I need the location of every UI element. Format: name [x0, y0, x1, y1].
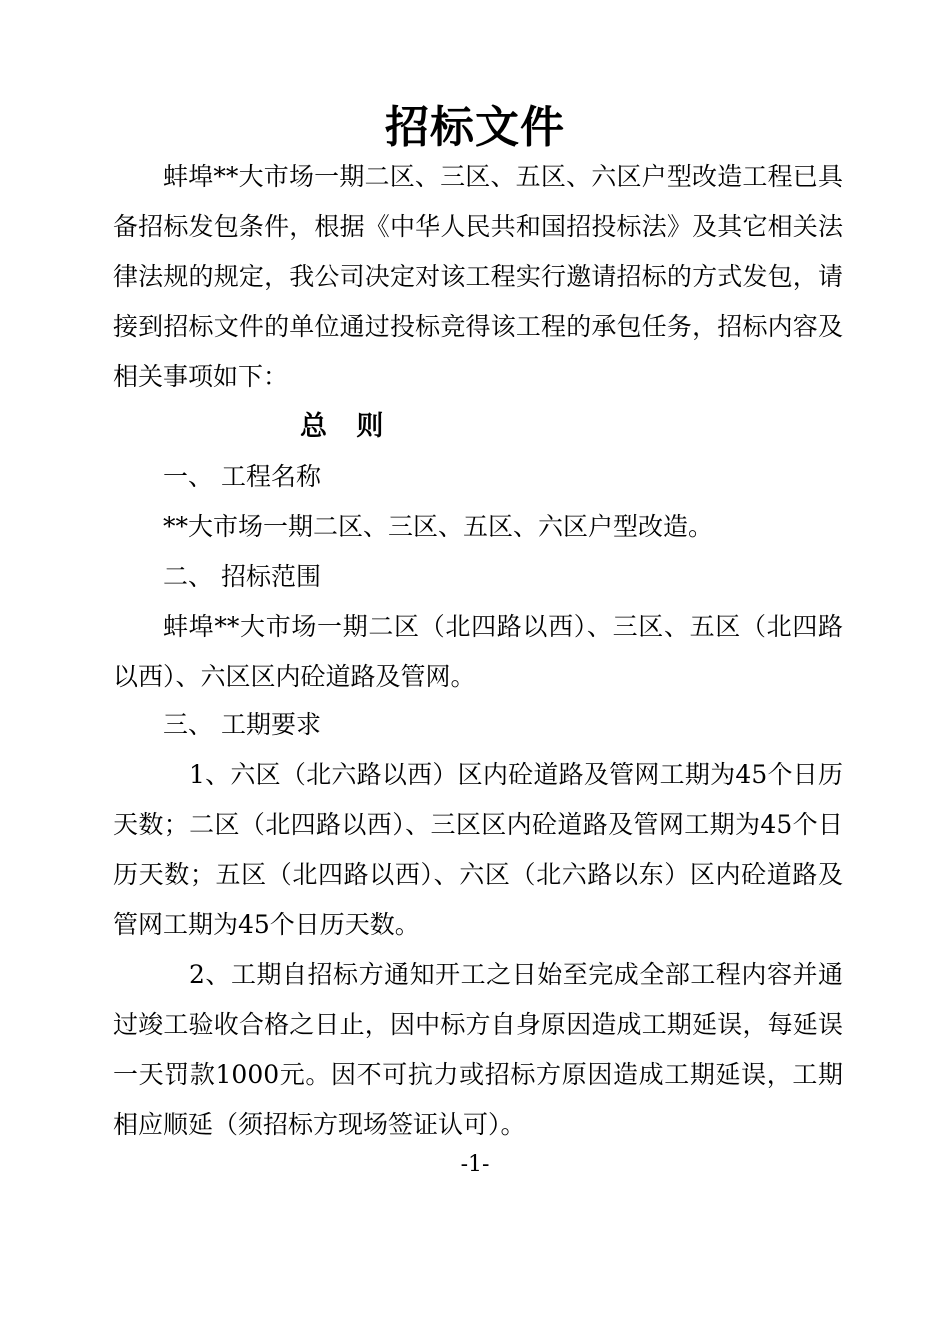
- intro-paragraph: 蚌埠**大市场一期二区、三区、五区、六区户型改造工程已具备招标发包条件，根据《中华人民共和国招投标法》及其它相关法律法规的规定，我公司决定对该工程实行邀请招标的方式发包，请接到招标文件的单位通过投标竞得该工程的承包任务，招标内容及相关事项如下：: [113, 162, 843, 391]
- general-heading: 总 则: [300, 411, 394, 442]
- project-name-content: **大市场一期二区、三区、五区、六区户型改造。: [163, 512, 714, 541]
- page-number: -1-: [460, 1152, 490, 1177]
- section-heading-scope: 二、 招标范围: [163, 562, 321, 591]
- schedule-item-2: 2、工期自招标方通知开工之日始至完成全部工程内容并通过竣工验收合格之日止，因中标方自身原因造成工期延误，每延误一天罚款1000元。因不可抗力或招标方原因造成工期延误，工期相应顺延（须招标方现场签证认可）。: [113, 960, 843, 1139]
- scope-content: 蚌埠**大市场一期二区（北四路以西）、三区、五区（北四路以西）、六区区内砼道路及管网。: [113, 612, 843, 691]
- section-heading-project-name: 一、 工程名称: [163, 462, 321, 491]
- document-title: 招标文件: [385, 102, 565, 153]
- schedule-item-1: 1、六区（北六路以西）区内砼道路及管网工期为45个日历天数；二区（北四路以西）、三区区内砼道路及管网工期为45个日历天数；五区（北四路以西）、六区（北六路以东）区内砼道路及管网工期为45个日历天数。: [113, 760, 843, 939]
- section-heading-schedule: 三、 工期要求: [163, 710, 321, 739]
